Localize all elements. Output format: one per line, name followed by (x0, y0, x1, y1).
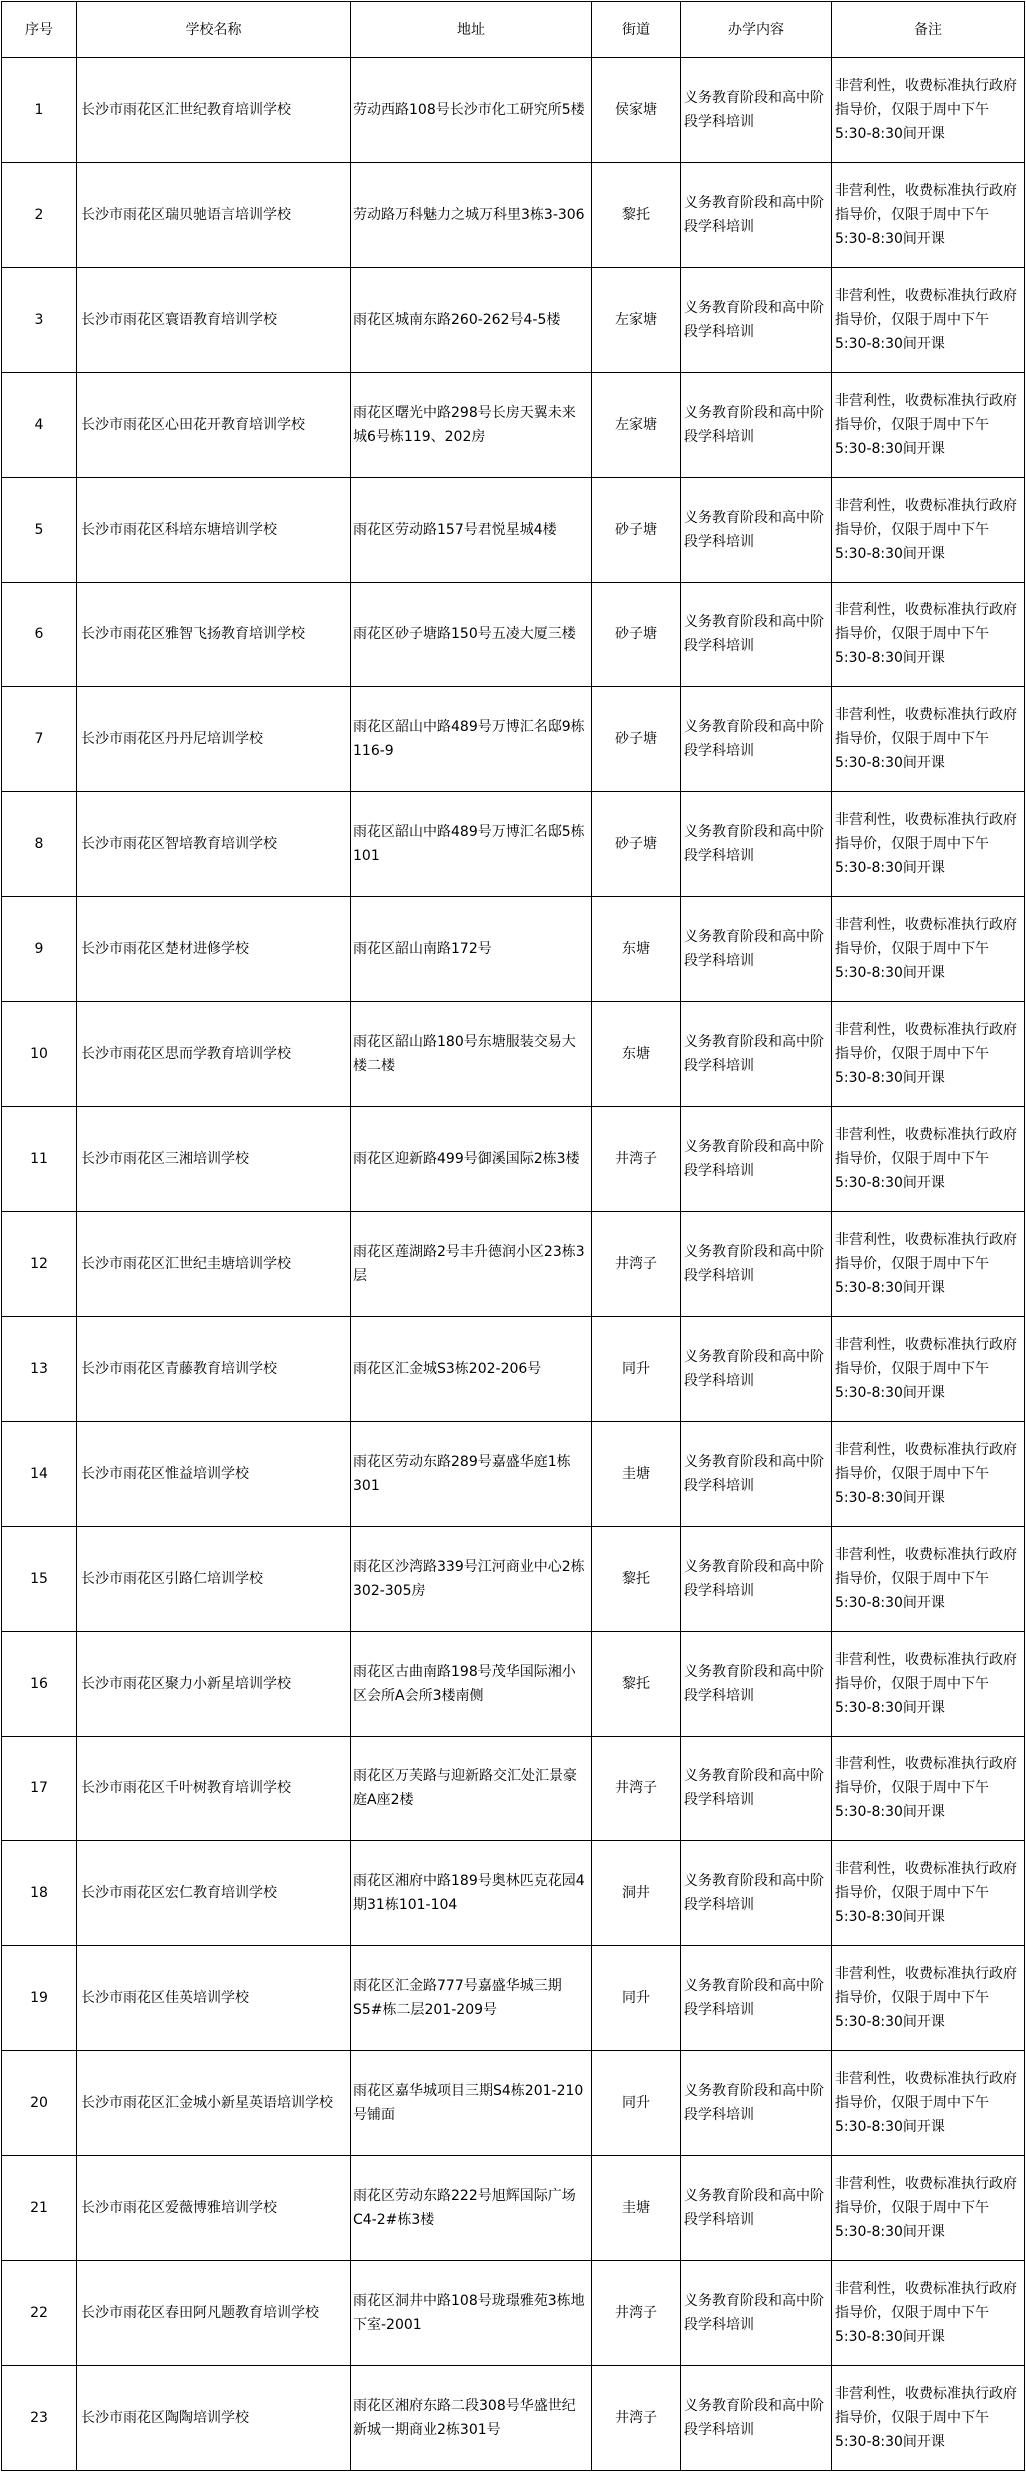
cell-street: 侯家塘 (592, 58, 681, 163)
cell-address: 雨花区曙光中路298号长房天翼未来城6号栋119、202房 (351, 372, 592, 477)
cell-address: 雨花区古曲南路198号茂华国际湘小区会所A会所3楼南侧 (351, 1631, 592, 1736)
cell-school-name: 长沙市雨花区丹丹尼培训学校 (77, 687, 351, 792)
table-row (2, 1946, 1025, 2051)
cell-note: 非营利性，收费标准执行政府指导价，仅限于周中下午5:30-8:30间开课 (832, 2261, 1025, 2366)
cell-street: 井湾子 (592, 1211, 681, 1316)
cell-school-name: 长沙市雨花区心田花开教育培训学校 (77, 372, 351, 477)
cell-note: 非营利性，收费标准执行政府指导价，仅限于周中下午5:30-8:30间开课 (832, 477, 1025, 582)
cell-content: 义务教育阶段和高中阶段学科培训 (681, 477, 832, 582)
cell-note: 非营利性，收费标准执行政府指导价，仅限于周中下午5:30-8:30间开课 (832, 582, 1025, 687)
cell-index: 4 (2, 372, 77, 477)
table-row (2, 1421, 1025, 1526)
cell-school-name: 长沙市雨花区思而学教育培训学校 (77, 1002, 351, 1107)
cell-index: 13 (2, 1316, 77, 1421)
cell-school-name: 长沙市雨花区瑞贝驰语言培训学校 (77, 162, 351, 267)
cell-index: 14 (2, 1421, 77, 1526)
cell-content: 义务教育阶段和高中阶段学科培训 (681, 1002, 832, 1107)
cell-address: 雨花区砂子塘路150号五凌大厦三楼 (351, 582, 592, 687)
table-row (2, 58, 1025, 163)
cell-note: 非营利性，收费标准执行政府指导价，仅限于周中下午5:30-8:30间开课 (832, 1631, 1025, 1736)
cell-content: 义务教育阶段和高中阶段学科培训 (681, 582, 832, 687)
cell-content: 义务教育阶段和高中阶段学科培训 (681, 267, 832, 372)
cell-street: 砂子塘 (592, 477, 681, 582)
cell-school-name: 长沙市雨花区青藤教育培训学校 (77, 1316, 351, 1421)
header-content: 办学内容 (681, 2, 832, 58)
cell-street: 东塘 (592, 897, 681, 1002)
cell-street: 左家塘 (592, 372, 681, 477)
table-row (2, 1631, 1025, 1736)
cell-index: 22 (2, 2261, 77, 2366)
cell-note: 非营利性，收费标准执行政府指导价，仅限于周中下午5:30-8:30间开课 (832, 792, 1025, 897)
table-row (2, 1107, 1025, 1212)
cell-note: 非营利性，收费标准执行政府指导价，仅限于周中下午5:30-8:30间开课 (832, 372, 1025, 477)
cell-address: 雨花区劳动东路222号旭辉国际广场C4-2#栋3楼 (351, 2156, 592, 2261)
cell-note: 非营利性，收费标准执行政府指导价，仅限于周中下午5:30-8:30间开课 (832, 687, 1025, 792)
cell-street: 圭塘 (592, 2156, 681, 2261)
cell-address: 劳动西路108号长沙市化工研究所5楼 (351, 58, 592, 163)
schools-table (1, 1, 1025, 2471)
table-row (2, 372, 1025, 477)
cell-school-name: 长沙市雨花区智培教育培训学校 (77, 792, 351, 897)
cell-address: 雨花区劳动路157号君悦星城4楼 (351, 477, 592, 582)
cell-note: 非营利性，收费标准执行政府指导价，仅限于周中下午5:30-8:30间开课 (832, 897, 1025, 1002)
cell-address: 雨花区汇金路777号嘉盛华城三期S5#栋二层201-209号 (351, 1946, 592, 2051)
cell-content: 义务教育阶段和高中阶段学科培训 (681, 1421, 832, 1526)
cell-street: 井湾子 (592, 2261, 681, 2366)
cell-note: 非营利性，收费标准执行政府指导价，仅限于周中下午5:30-8:30间开课 (832, 1841, 1025, 1946)
cell-school-name: 长沙市雨花区雅智飞扬教育培训学校 (77, 582, 351, 687)
cell-address: 雨花区嘉华城项目三期S4栋201-210号铺面 (351, 2051, 592, 2156)
cell-school-name: 长沙市雨花区汇世纪圭塘培训学校 (77, 1211, 351, 1316)
cell-index: 9 (2, 897, 77, 1002)
cell-index: 12 (2, 1211, 77, 1316)
table-row (2, 1316, 1025, 1421)
table-row (2, 2156, 1025, 2261)
cell-index: 16 (2, 1631, 77, 1736)
cell-content: 义务教育阶段和高中阶段学科培训 (681, 1736, 832, 1841)
cell-school-name: 长沙市雨花区千叶树教育培训学校 (77, 1736, 351, 1841)
cell-address: 雨花区韶山路180号东塘服装交易大楼二楼 (351, 1002, 592, 1107)
table-row (2, 792, 1025, 897)
cell-street: 黎托 (592, 162, 681, 267)
table-body (2, 58, 1025, 2471)
cell-school-name: 长沙市雨花区陶陶培训学校 (77, 2365, 351, 2470)
cell-content: 义务教育阶段和高中阶段学科培训 (681, 1211, 832, 1316)
cell-index: 3 (2, 267, 77, 372)
cell-street: 洞井 (592, 1841, 681, 1946)
cell-index: 17 (2, 1736, 77, 1841)
cell-content: 义务教育阶段和高中阶段学科培训 (681, 1107, 832, 1212)
cell-index: 1 (2, 58, 77, 163)
cell-school-name: 长沙市雨花区寰语教育培训学校 (77, 267, 351, 372)
table-row (2, 1841, 1025, 1946)
table-row (2, 162, 1025, 267)
cell-content: 义务教育阶段和高中阶段学科培训 (681, 897, 832, 1002)
table-row (2, 1736, 1025, 1841)
cell-content: 义务教育阶段和高中阶段学科培训 (681, 2365, 832, 2470)
cell-school-name: 长沙市雨花区惟益培训学校 (77, 1421, 351, 1526)
cell-school-name: 长沙市雨花区科培东塘培训学校 (77, 477, 351, 582)
table-row (2, 477, 1025, 582)
cell-address: 雨花区韶山中路489号万博汇名邸5栋101 (351, 792, 592, 897)
cell-address: 雨花区汇金城S3栋202-206号 (351, 1316, 592, 1421)
cell-street: 黎托 (592, 1526, 681, 1631)
cell-address: 雨花区劳动东路289号嘉盛华庭1栋301 (351, 1421, 592, 1526)
table-row (2, 687, 1025, 792)
header-street: 街道 (592, 2, 681, 58)
cell-index: 20 (2, 2051, 77, 2156)
cell-note: 非营利性，收费标准执行政府指导价，仅限于周中下午5:30-8:30间开课 (832, 162, 1025, 267)
cell-address: 雨花区城南东路260-262号4-5楼 (351, 267, 592, 372)
cell-content: 义务教育阶段和高中阶段学科培训 (681, 1316, 832, 1421)
cell-index: 2 (2, 162, 77, 267)
cell-street: 砂子塘 (592, 792, 681, 897)
cell-school-name: 长沙市雨花区爱薇博雅培训学校 (77, 2156, 351, 2261)
cell-note: 非营利性，收费标准执行政府指导价，仅限于周中下午5:30-8:30间开课 (832, 1211, 1025, 1316)
cell-street: 同升 (592, 1316, 681, 1421)
cell-note: 非营利性，收费标准执行政府指导价，仅限于周中下午5:30-8:30间开课 (832, 2051, 1025, 2156)
cell-note: 非营利性，收费标准执行政府指导价，仅限于周中下午5:30-8:30间开课 (832, 267, 1025, 372)
cell-index: 5 (2, 477, 77, 582)
cell-content: 义务教育阶段和高中阶段学科培训 (681, 1946, 832, 2051)
cell-index: 18 (2, 1841, 77, 1946)
cell-note: 非营利性，收费标准执行政府指导价，仅限于周中下午5:30-8:30间开课 (832, 2156, 1025, 2261)
table-row (2, 2261, 1025, 2366)
header-school-name: 学校名称 (77, 2, 351, 58)
cell-street: 砂子塘 (592, 687, 681, 792)
cell-index: 6 (2, 582, 77, 687)
table-row (2, 1526, 1025, 1631)
cell-address: 雨花区莲湖路2号丰升德润小区23栋3层 (351, 1211, 592, 1316)
cell-school-name: 长沙市雨花区聚力小新星培训学校 (77, 1631, 351, 1736)
cell-content: 义务教育阶段和高中阶段学科培训 (681, 58, 832, 163)
table-row (2, 582, 1025, 687)
cell-address: 雨花区韶山南路172号 (351, 897, 592, 1002)
cell-address: 雨花区洞井中路108号珑璟雅苑3栋地下室-2001 (351, 2261, 592, 2366)
cell-school-name: 长沙市雨花区宏仁教育培训学校 (77, 1841, 351, 1946)
cell-content: 义务教育阶段和高中阶段学科培训 (681, 1841, 832, 1946)
cell-content: 义务教育阶段和高中阶段学科培训 (681, 1526, 832, 1631)
cell-street: 同升 (592, 1946, 681, 2051)
cell-note: 非营利性，收费标准执行政府指导价，仅限于周中下午5:30-8:30间开课 (832, 1421, 1025, 1526)
cell-school-name: 长沙市雨花区汇金城小新星英语培训学校 (77, 2051, 351, 2156)
cell-street: 同升 (592, 2051, 681, 2156)
table-row (2, 1002, 1025, 1107)
cell-content: 义务教育阶段和高中阶段学科培训 (681, 2051, 832, 2156)
cell-content: 义务教育阶段和高中阶段学科培训 (681, 2156, 832, 2261)
header-row (2, 2, 1025, 58)
cell-content: 义务教育阶段和高中阶段学科培训 (681, 2261, 832, 2366)
cell-note: 非营利性，收费标准执行政府指导价，仅限于周中下午5:30-8:30间开课 (832, 1002, 1025, 1107)
cell-street: 井湾子 (592, 2365, 681, 2470)
cell-school-name: 长沙市雨花区汇世纪教育培训学校 (77, 58, 351, 163)
table-row (2, 267, 1025, 372)
cell-address: 雨花区湘府东路二段308号华盛世纪新城一期商业2栋301号 (351, 2365, 592, 2470)
cell-school-name: 长沙市雨花区楚材进修学校 (77, 897, 351, 1002)
table-row (2, 2365, 1025, 2470)
cell-note: 非营利性，收费标准执行政府指导价，仅限于周中下午5:30-8:30间开课 (832, 2365, 1025, 2470)
cell-content: 义务教育阶段和高中阶段学科培训 (681, 792, 832, 897)
cell-school-name: 长沙市雨花区引路仁培训学校 (77, 1526, 351, 1631)
cell-note: 非营利性，收费标准执行政府指导价，仅限于周中下午5:30-8:30间开课 (832, 58, 1025, 163)
cell-index: 15 (2, 1526, 77, 1631)
cell-school-name: 长沙市雨花区佳英培训学校 (77, 1946, 351, 2051)
cell-street: 东塘 (592, 1002, 681, 1107)
cell-content: 义务教育阶段和高中阶段学科培训 (681, 372, 832, 477)
cell-index: 11 (2, 1107, 77, 1212)
cell-note: 非营利性，收费标准执行政府指导价，仅限于周中下午5:30-8:30间开课 (832, 1316, 1025, 1421)
cell-index: 23 (2, 2365, 77, 2470)
cell-note: 非营利性，收费标准执行政府指导价，仅限于周中下午5:30-8:30间开课 (832, 1526, 1025, 1631)
cell-address: 雨花区万芙路与迎新路交汇处汇景豪庭A座2楼 (351, 1736, 592, 1841)
cell-address: 雨花区沙湾路339号江河商业中心2栋302-305房 (351, 1526, 592, 1631)
cell-school-name: 长沙市雨花区三湘培训学校 (77, 1107, 351, 1212)
table-row (2, 1211, 1025, 1316)
cell-street: 井湾子 (592, 1736, 681, 1841)
cell-index: 21 (2, 2156, 77, 2261)
table-row (2, 2051, 1025, 2156)
cell-street: 井湾子 (592, 1107, 681, 1212)
cell-note: 非营利性，收费标准执行政府指导价，仅限于周中下午5:30-8:30间开课 (832, 1107, 1025, 1212)
cell-street: 黎托 (592, 1631, 681, 1736)
cell-content: 义务教育阶段和高中阶段学科培训 (681, 1631, 832, 1736)
header-index: 序号 (2, 2, 77, 58)
cell-index: 10 (2, 1002, 77, 1107)
cell-note: 非营利性，收费标准执行政府指导价，仅限于周中下午5:30-8:30间开课 (832, 1736, 1025, 1841)
cell-note: 非营利性，收费标准执行政府指导价，仅限于周中下午5:30-8:30间开课 (832, 1946, 1025, 2051)
header-address: 地址 (351, 2, 592, 58)
cell-index: 8 (2, 792, 77, 897)
table-row (2, 897, 1025, 1002)
cell-street: 砂子塘 (592, 582, 681, 687)
cell-school-name: 长沙市雨花区春田阿凡题教育培训学校 (77, 2261, 351, 2366)
cell-content: 义务教育阶段和高中阶段学科培训 (681, 687, 832, 792)
cell-address: 劳动路万科魅力之城万科里3栋3-306 (351, 162, 592, 267)
cell-address: 雨花区迎新路499号御溪国际2栋3楼 (351, 1107, 592, 1212)
cell-index: 19 (2, 1946, 77, 2051)
cell-address: 雨花区韶山中路489号万博汇名邸9栋116-9 (351, 687, 592, 792)
header-note: 备注 (832, 2, 1025, 58)
cell-content: 义务教育阶段和高中阶段学科培训 (681, 162, 832, 267)
cell-street: 圭塘 (592, 1421, 681, 1526)
cell-address: 雨花区湘府中路189号奥林匹克花园4期31栋101-104 (351, 1841, 592, 1946)
cell-street: 左家塘 (592, 267, 681, 372)
cell-index: 7 (2, 687, 77, 792)
